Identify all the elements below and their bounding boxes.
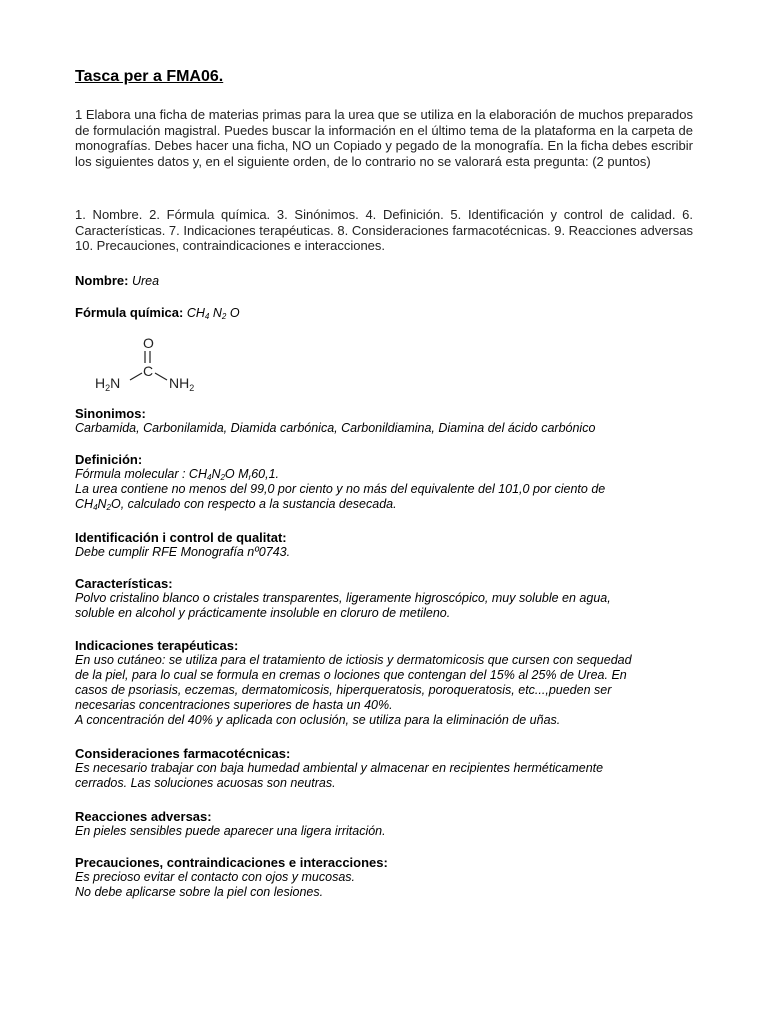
- page-title: Tasca per a FMA06.: [75, 68, 224, 85]
- formula-section: [75, 305, 693, 321]
- definicion-line1: Fórmula molecular : $CH_4N_2O$ $M_r60,1$.: [75, 467, 280, 482]
- formula-value: $CH_4$ $N_2$ O: [186, 306, 240, 321]
- indicaciones-line: de la piel, para lo cual se formula en cremas o lociones que contengan del 15% al 25% de Urea. En: [75, 668, 627, 682]
- precauciones-section: [75, 855, 693, 900]
- nombre-label: Nombre:: [75, 273, 129, 288]
- caracteristicas-line1: Polvo cristalino blanco o cristales transparentes, ligeramente higroscópico, muy soluble en agua,: [75, 591, 611, 605]
- caracteristicas-label: Características:: [75, 576, 173, 591]
- identificacion-section: [75, 530, 693, 560]
- indicaciones-section: [75, 638, 693, 728]
- indicaciones-line: necesarias concentraciones superiores de hasta un 40%.: [75, 698, 393, 712]
- sinonimos-section: [75, 406, 693, 436]
- caracteristicas-section: [75, 576, 693, 621]
- definicion-label: Definición:: [75, 452, 143, 467]
- definicion-line2: La urea contiene no menos del 99,0 por ciento y no más del equivalente del 101,0 por ciento de: [75, 482, 606, 496]
- definicion-line3: $CH_4N_2O$, calculado con respecto a la sustancia desecada.: [75, 497, 397, 512]
- precauciones-line2: No debe aplicarse sobre la piel con lesiones.: [75, 885, 324, 899]
- precauciones-line1: Es precioso evitar el contacto con ojos y mucosas.: [75, 870, 355, 884]
- caracteristicas-line2: soluble en alcohol y prácticamente insoluble en cloruro de metileno.: [75, 606, 451, 620]
- nombre-section: [75, 273, 693, 289]
- sinonimos-value: Carbamida, Carbonilamida, Diamida carbónica, Carbonildiamina, Diamina del ácido carbónico: [75, 421, 596, 435]
- molecule-amine-right: $NH_2$: [169, 375, 195, 393]
- required-fields-list: 1. Nombre. 2. Fórmula química. 3. Sinónimos. 4. Definición. 5. Identificación y control de calidad. 6. Características. 7. Indicaciones terapéuticas. 8. Consideraciones farmacotécnicas. 9. Reacciones adversas 10. Precauciones, contraindicaciones e interacciones.: [75, 207, 693, 253]
- urea-structure-diagram: [93, 335, 223, 400]
- definicion-section: [75, 452, 693, 512]
- reacciones-label: Reacciones adversas:: [75, 809, 212, 824]
- indicaciones-label: Indicaciones terapéuticas:: [75, 638, 239, 653]
- reacciones-section: [75, 809, 693, 839]
- nombre-value: Urea: [131, 274, 160, 288]
- task-description: 1 Elabora una ficha de materias primas para la urea que se utiliza en la elaboración de muchos preparados de formulación magistral. Puedes buscar la información en el último tema de la plataforma en la carpeta de monografías. Debes hacer una ficha, NO un Copiado y pegado de la monografía. En la ficha debes escribir los siguientes datos y, en el siguiente orden, de lo contrario no se valorará esta pregunta: (2 puntos): [75, 107, 693, 169]
- consideraciones-line2: cerrados. Las soluciones acuosas son neutras.: [75, 776, 336, 790]
- molecule-carbon: C: [143, 363, 154, 379]
- indicaciones-line: A concentración del 40% y aplicada con oclusión, se utiliza para la eliminación de uñas.: [75, 713, 561, 727]
- indicaciones-line: En uso cutáneo: se utiliza para el tratamiento de ictiosis y dermatomicosis que cursen con sequedad: [75, 653, 632, 667]
- consideraciones-section: [75, 746, 693, 791]
- indicaciones-line: casos de psoriasis, eczemas, dermatomicosis, hiperqueratosis, poroqueratosis, etc...,pueden ser: [75, 683, 612, 697]
- molecule-oxygen: O: [143, 335, 154, 351]
- sinonimos-label: Sinonimos:: [75, 406, 146, 421]
- consideraciones-line1: Es necesario trabajar con baja humedad ambiental y almacenar en recipientes herméticamente: [75, 761, 604, 775]
- precauciones-label: Precauciones, contraindicaciones e interacciones:: [75, 855, 388, 870]
- reacciones-value: En pieles sensibles puede aparecer una ligera irritación.: [75, 824, 386, 838]
- molecule-amine-left: $H_2N$: [95, 375, 121, 393]
- formula-label: Fórmula química:: [75, 305, 184, 320]
- identificacion-label: Identificación i control de qualitat:: [75, 530, 287, 545]
- consideraciones-label: Consideraciones farmacotécnicas:: [75, 746, 291, 761]
- identificacion-value: Debe cumplir RFE Monografía nº0743.: [75, 545, 291, 559]
